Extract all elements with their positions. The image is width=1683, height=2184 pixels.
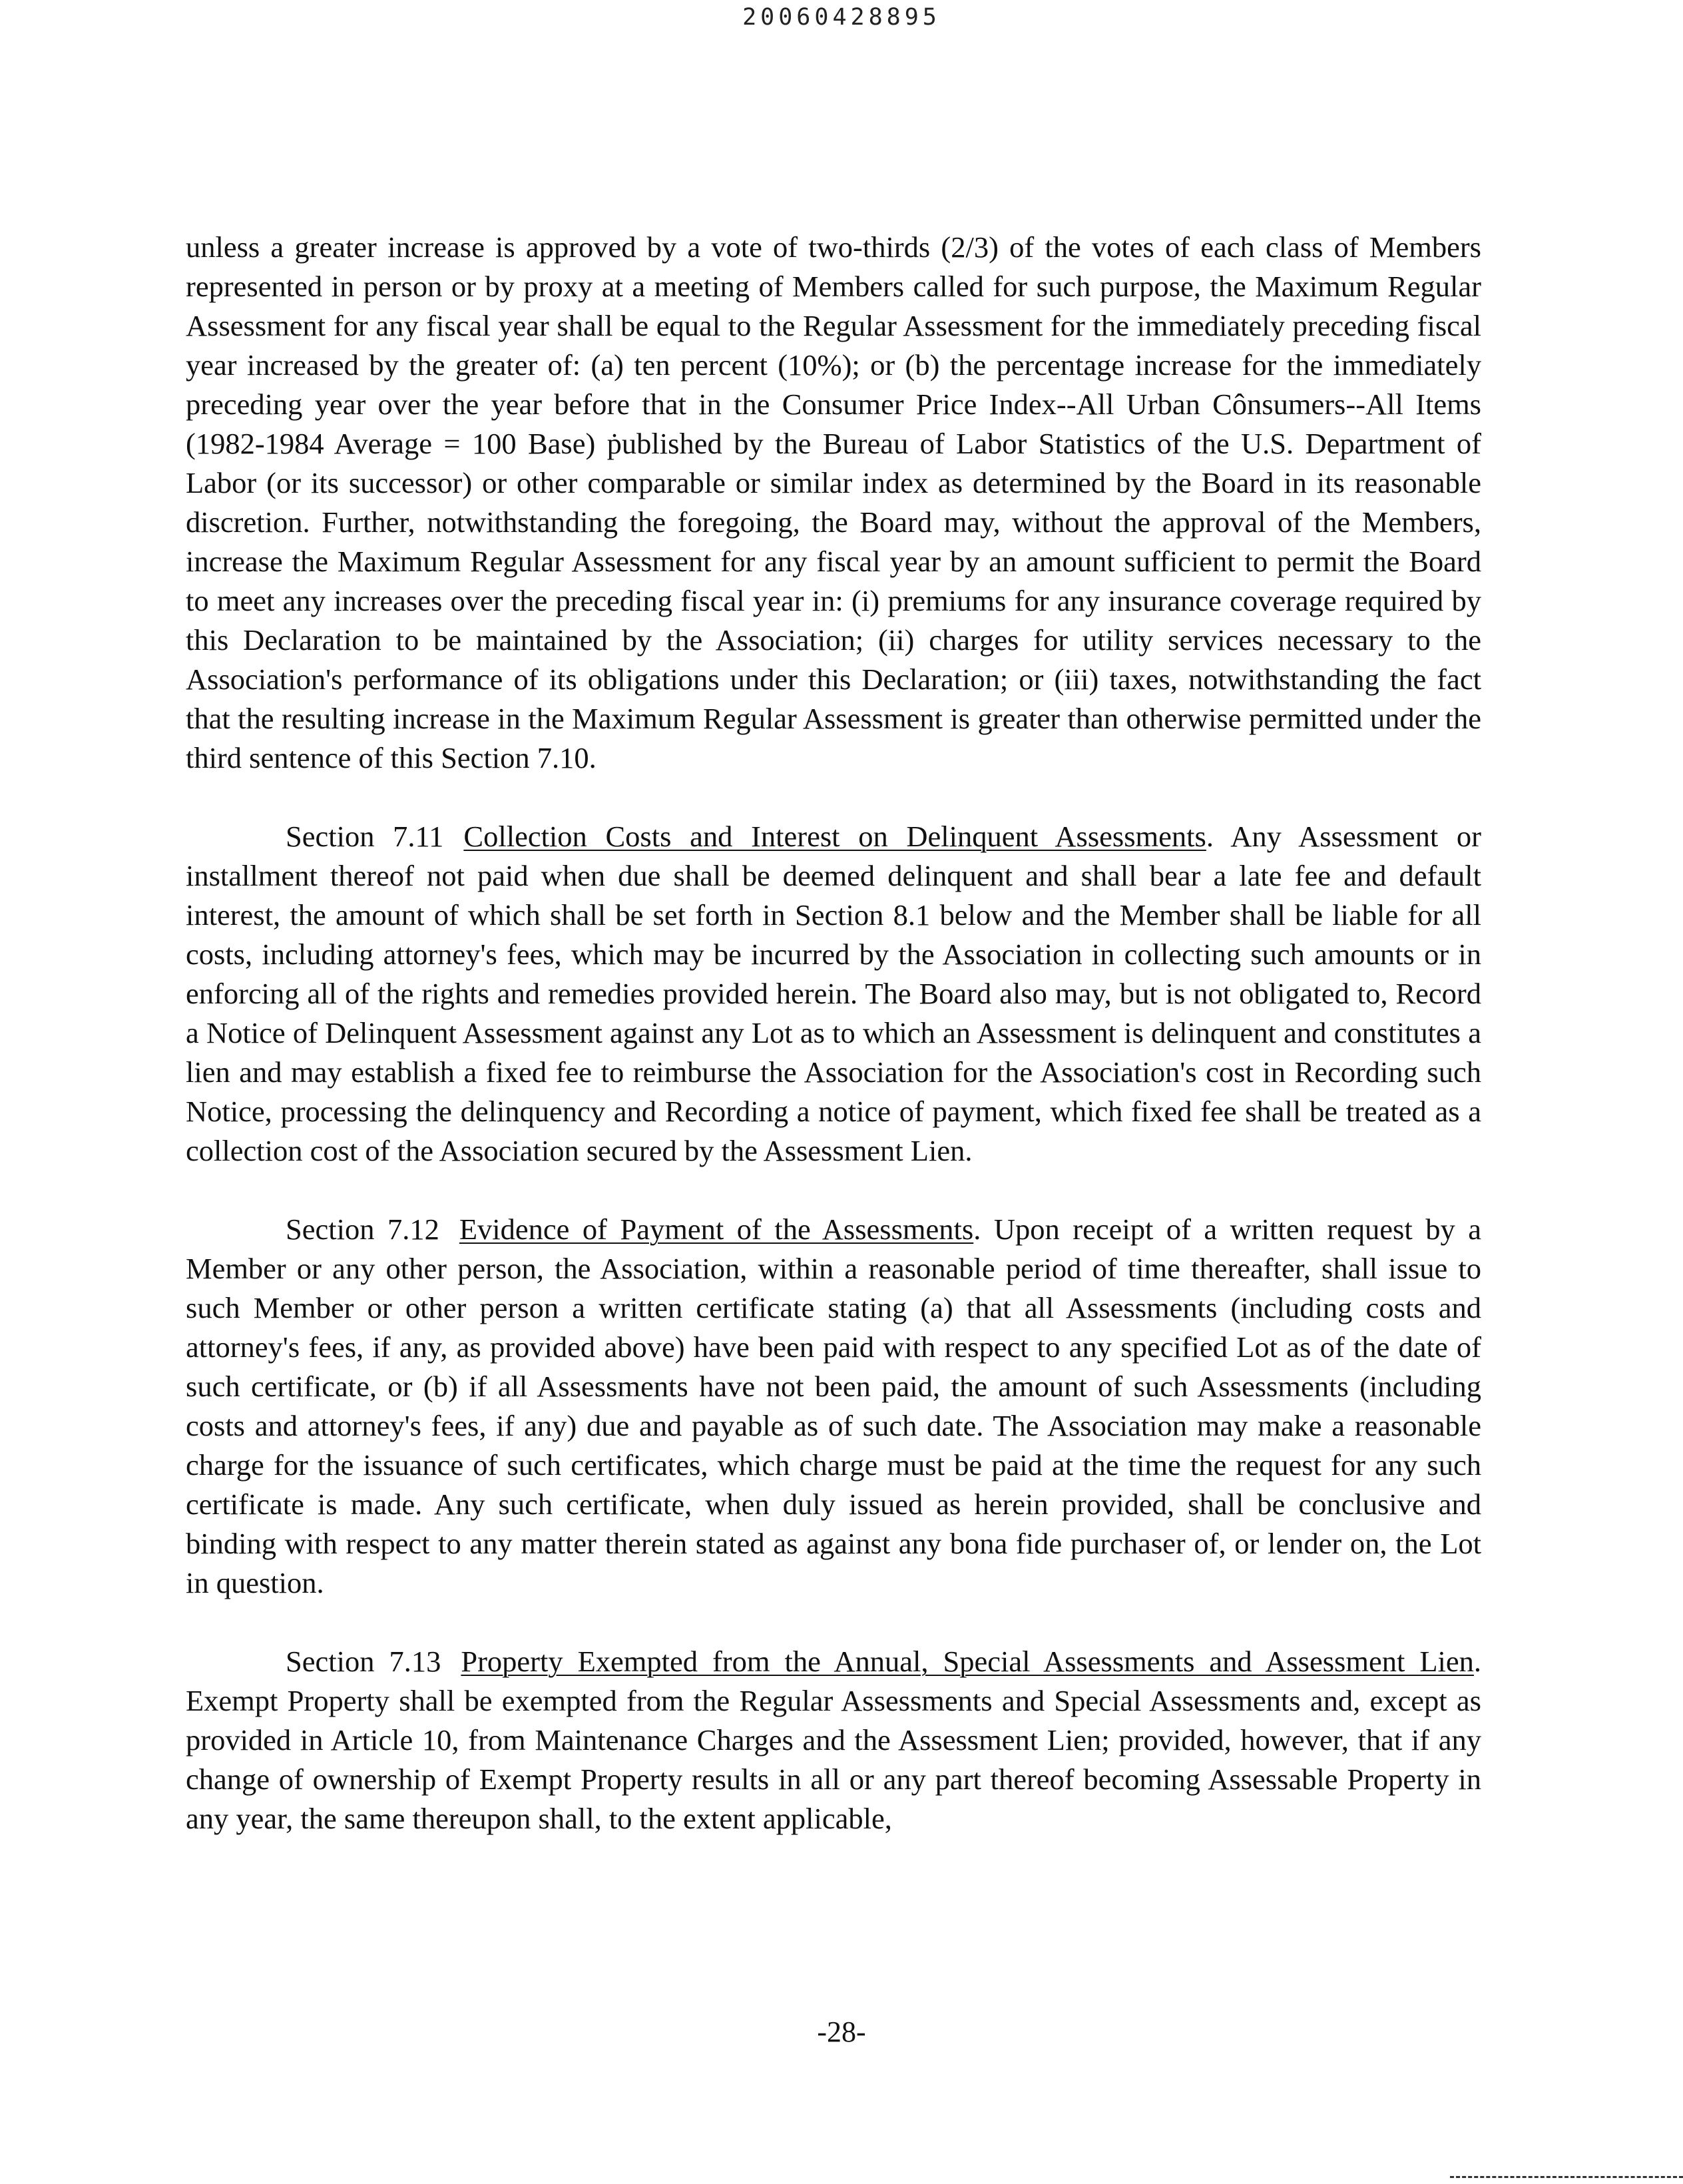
section-number: Section 7.12 [286,1213,439,1246]
section-7-12 [186,1210,1481,1603]
page-number: -28- [817,2016,866,2048]
section-7-11 [186,817,1481,1171]
section-number: Section 7.13 [286,1645,441,1678]
document-body [186,228,1481,1838]
section-heading: Property Exempted from the Annual, Special Assessments and Assessment Lien [461,1645,1474,1678]
section-body: . Exempt Property shall be exempted from the Regular Assessments and Special Assessments and, except as provided in Article 10, from Maintenance Charges and the Assessment Lien; provided, however, that if any change of ownership of Exempt Property results in all or any part thereof becoming Assessable Property in any year, the same thereupon shall, to the extent applicable, [186,1645,1481,1835]
bottom-divider [1450,2176,1683,2178]
document-number: 20060428895 [742,4,941,31]
section-heading: Evidence of Payment of the Assessments [459,1213,974,1246]
section-body: . Any Assessment or installment thereof not paid when due shall be deemed delinquent and shall bear a late fee and default interest, the amount of which shall be set forth in Section 8.1 below and the Member shall be liable for all costs, including attorney's fees, which may be incurred by the Association in collecting such amounts or in enforcing all of the rights and remedies provided herein. The Board also may, but is not obligated to, Record a Notice of Delinquent Assessment against any Lot as to which an Assessment is delinquent and constitutes a lien and may establish a fixed fee to reimburse the Association for the Association's cost in Recording such Notice, processing the delinquency and Recording a notice of payment, which fixed fee shall be treated as a collection cost of the Association secured by the Assessment Lien. [186,820,1481,1167]
section-heading: Collection Costs and Interest on Delinquent Assessments [463,820,1206,853]
section-7-13 [186,1642,1481,1838]
section-number: Section 7.11 [286,820,444,853]
section-body: . Upon receipt of a written request by a Member or any other person, the Association, within a reasonable period of time thereafter, shall issue to such Member or other person a written certificate stating (a) that all Assessments (including costs and attorney's fees, if any, as provided above) have been paid with respect to any specified Lot as of the date of such certificate, or (b) if all Assessments have not been paid, the amount of such Assessments (including costs and attorney's fees, if any) due and payable as of such date. The Association may make a reasonable charge for the issuance of such certificates, which charge must be paid at the time the request for any such certificate is made. Any such certificate, when duly issued as herein provided, shall be conclusive and binding with respect to any matter therein stated as against any bona fide purchaser of, or lender on, the Lot in question. [186,1213,1481,1599]
paragraph-continuation: unless a greater increase is approved by a vote of two-thirds (2/3) of the votes of each class of Members represented in person or by proxy at a meeting of Members called for such purpose, the Maximum Regular Assessment for any fiscal year shall be equal to the Regular Assessment for the immediately preceding fiscal year increased by the greater of: (a) ten percent (10%); or (b) the percentage increase for the immediately preceding year over the year before that in the Consumer Price Index--All Urban Cônsumers--All Items (1982-1984 Average = 100 Base) ṗublished by the Bureau of Labor Statistics of the U.S. Department of Labor (or its successor) or other comparable or similar index as determined by the Board in its reasonable discretion. Further, notwithstanding the foregoing, the Board may, without the approval of the Members, increase the Maximum Regular Assessment for any fiscal year by an amount sufficient to permit the Board to meet any increases over the preceding fiscal year in: (i) premiums for any insurance coverage required by this Declaration to be maintained by the Association; (ii) charges for utility services necessary to the Association's performance of its obligations under this Declaration; or (iii) taxes, notwithstanding the fact that the resulting increase in the Maximum Regular Assessment is greater than otherwise permitted under the third sentence of this Section 7.10. [186,230,1481,774]
